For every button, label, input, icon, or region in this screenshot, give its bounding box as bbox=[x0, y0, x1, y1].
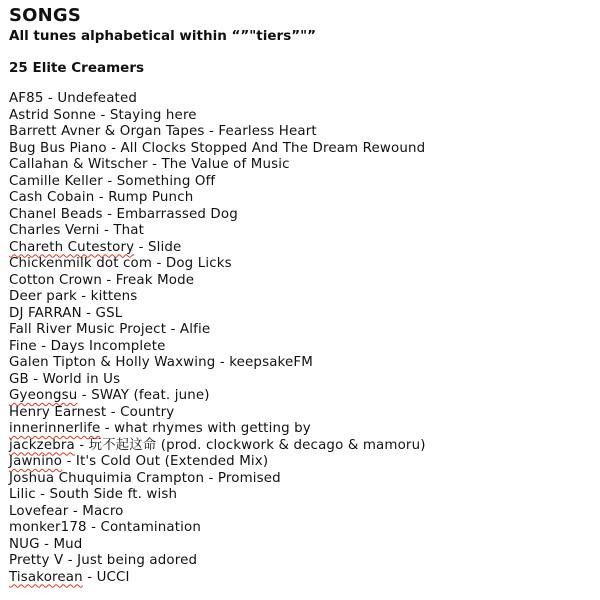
list-item[interactable] bbox=[9, 306, 595, 323]
list-item[interactable] bbox=[9, 141, 595, 158]
song-artist: Lovefear bbox=[9, 503, 69, 519]
song-separator: - bbox=[204, 124, 219, 139]
song-artist: Astrid Sonne bbox=[9, 107, 97, 123]
song-title: UCCI bbox=[96, 569, 130, 585]
song-artist: jackzebra bbox=[9, 437, 75, 453]
song-separator: - bbox=[99, 223, 114, 238]
song-title: Freak Mode bbox=[115, 272, 195, 288]
song-title: GSL bbox=[95, 305, 123, 321]
list-item[interactable] bbox=[9, 570, 595, 587]
song-title: That bbox=[113, 223, 145, 238]
list-item[interactable] bbox=[9, 256, 595, 273]
song-artist: Barrett Avner & Organ Tapes bbox=[9, 124, 205, 139]
song-artist: Gyeongsu bbox=[9, 388, 78, 403]
song-artist: Fine bbox=[9, 338, 37, 354]
song-title: 玩不起这命 (prod. clockwork & decago & mamoru) bbox=[88, 437, 426, 453]
song-separator: - bbox=[102, 173, 117, 189]
song-title: Dog Licks bbox=[165, 256, 232, 271]
song-title: The Value of Music bbox=[161, 157, 290, 172]
document-body[interactable] bbox=[9, 6, 595, 586]
song-title: World in Us bbox=[42, 371, 121, 387]
song-artist: Fall River Music Project bbox=[9, 322, 167, 337]
list-item[interactable] bbox=[9, 504, 595, 521]
list-item[interactable] bbox=[9, 240, 595, 257]
list-item[interactable] bbox=[9, 537, 595, 554]
song-title: Staying here bbox=[109, 107, 197, 123]
song-title: It's Cold Out (Extended Mix) bbox=[75, 454, 269, 469]
song-artist: Deer park bbox=[9, 289, 77, 304]
song-artist: Cash Cobain bbox=[9, 190, 95, 205]
list-item[interactable] bbox=[9, 355, 595, 372]
song-artist: Callahan & Witscher bbox=[9, 157, 148, 172]
page-subtitle: All tunes alphabetical within “”"tiers”"” bbox=[9, 28, 317, 44]
song-artist: Jawnino bbox=[9, 454, 63, 469]
song-artist: monker178 bbox=[9, 520, 87, 535]
list-item[interactable] bbox=[9, 91, 595, 108]
song-title: Just being adored bbox=[77, 553, 198, 568]
song-separator: - bbox=[35, 487, 50, 502]
song-artist: Henry Earnest bbox=[9, 404, 107, 420]
song-title: kittens bbox=[90, 289, 138, 304]
song-title: SWAY (feat. june) bbox=[91, 388, 210, 403]
list-item[interactable] bbox=[9, 520, 595, 537]
list-item[interactable] bbox=[9, 438, 595, 455]
song-title: Embarrassed Dog bbox=[116, 206, 238, 222]
song-title: All Clocks Stopped And The Dream Rewound bbox=[120, 140, 426, 156]
song-artist: AF85 bbox=[9, 91, 44, 106]
song-title: Macro bbox=[82, 503, 124, 519]
song-separator: - bbox=[102, 206, 117, 222]
song-title: Promised bbox=[217, 470, 281, 486]
song-separator: - bbox=[76, 289, 91, 304]
song-title: Undefeated bbox=[57, 91, 137, 106]
song-artist: Lilic bbox=[9, 487, 36, 502]
list-item[interactable] bbox=[9, 108, 595, 125]
song-artist: Chanel Beads bbox=[9, 206, 103, 222]
list-item[interactable] bbox=[9, 454, 595, 471]
song-separator: - bbox=[94, 190, 109, 205]
song-separator: - bbox=[101, 272, 116, 288]
song-separator: - bbox=[106, 404, 121, 420]
list-item[interactable] bbox=[9, 174, 595, 191]
song-separator: - bbox=[43, 91, 58, 106]
song-separator: - bbox=[28, 371, 43, 387]
list-item[interactable] bbox=[9, 388, 595, 405]
list-item[interactable] bbox=[9, 223, 595, 240]
song-artist: Chareth Cutestory bbox=[9, 239, 135, 255]
song-separator: - bbox=[36, 338, 51, 354]
song-title: what rhymes with getting by bbox=[114, 421, 311, 436]
list-item[interactable] bbox=[9, 339, 595, 356]
song-separator: - bbox=[147, 157, 162, 172]
song-separator: - bbox=[152, 256, 166, 271]
song-title: Mud bbox=[53, 536, 83, 552]
song-title: keepsakeFM bbox=[229, 355, 313, 370]
list-item[interactable] bbox=[9, 372, 595, 389]
song-artist: Tisakorean bbox=[9, 569, 83, 585]
list-item[interactable] bbox=[9, 124, 595, 141]
song-separator: - bbox=[81, 305, 96, 321]
list-item[interactable] bbox=[9, 207, 595, 224]
song-artist: GB bbox=[9, 371, 29, 387]
list-item[interactable] bbox=[9, 405, 595, 422]
song-artist: Cotton Crown bbox=[9, 272, 102, 288]
list-item[interactable] bbox=[9, 289, 595, 306]
song-artist: Galen Tipton & Holly Waxwing bbox=[9, 355, 216, 370]
song-artist: Charles Verni bbox=[9, 223, 100, 238]
song-artist: Bug Bus Piano bbox=[9, 140, 107, 156]
song-title: Alfie bbox=[179, 322, 211, 337]
song-separator: - bbox=[166, 322, 180, 337]
song-title: Contamination bbox=[100, 520, 201, 535]
song-artist: Joshua Chuquimia Crampton bbox=[9, 470, 205, 486]
song-separator: - bbox=[86, 520, 101, 535]
list-item[interactable] bbox=[9, 190, 595, 207]
list-item[interactable] bbox=[9, 421, 595, 438]
list-item[interactable] bbox=[9, 273, 595, 290]
song-artist: Pretty V bbox=[9, 553, 64, 568]
song-title: Days Incomplete bbox=[50, 338, 166, 354]
song-title: Slide bbox=[148, 239, 182, 255]
song-separator: - bbox=[204, 470, 218, 486]
list-item[interactable] bbox=[9, 553, 595, 570]
song-separator: - bbox=[134, 239, 149, 255]
list-item[interactable] bbox=[9, 322, 595, 339]
song-separator: - bbox=[74, 437, 89, 453]
page-title: SONGS bbox=[9, 5, 82, 26]
song-artist: Camille Keller bbox=[9, 173, 103, 189]
song-separator: - bbox=[100, 421, 115, 436]
song-separator: - bbox=[68, 503, 83, 519]
song-artist: NUG bbox=[9, 536, 40, 552]
tier-heading: 25 Elite Creamers bbox=[9, 60, 145, 76]
song-title: Country bbox=[120, 404, 175, 420]
list-item[interactable] bbox=[9, 471, 595, 488]
song-separator: - bbox=[96, 107, 110, 123]
song-artist: Chickenmilk dot com bbox=[9, 256, 153, 271]
song-title: Something Off bbox=[116, 173, 216, 189]
song-separator: - bbox=[63, 553, 78, 568]
song-separator: - bbox=[62, 454, 76, 469]
song-artist: DJ FARRAN bbox=[9, 305, 82, 321]
song-separator: - bbox=[77, 388, 92, 403]
song-title: South Side ft. wish bbox=[49, 487, 178, 502]
song-separator: - bbox=[39, 536, 54, 552]
song-separator: - bbox=[106, 140, 121, 156]
list-item[interactable] bbox=[9, 157, 595, 174]
song-separator: - bbox=[215, 355, 230, 370]
song-separator: - bbox=[82, 569, 97, 585]
song-title: Rump Punch bbox=[108, 190, 194, 205]
song-title: Fearless Heart bbox=[218, 124, 317, 139]
song-artist: innerinnerlife bbox=[9, 421, 101, 436]
list-item[interactable] bbox=[9, 487, 595, 504]
song-list bbox=[9, 91, 595, 586]
